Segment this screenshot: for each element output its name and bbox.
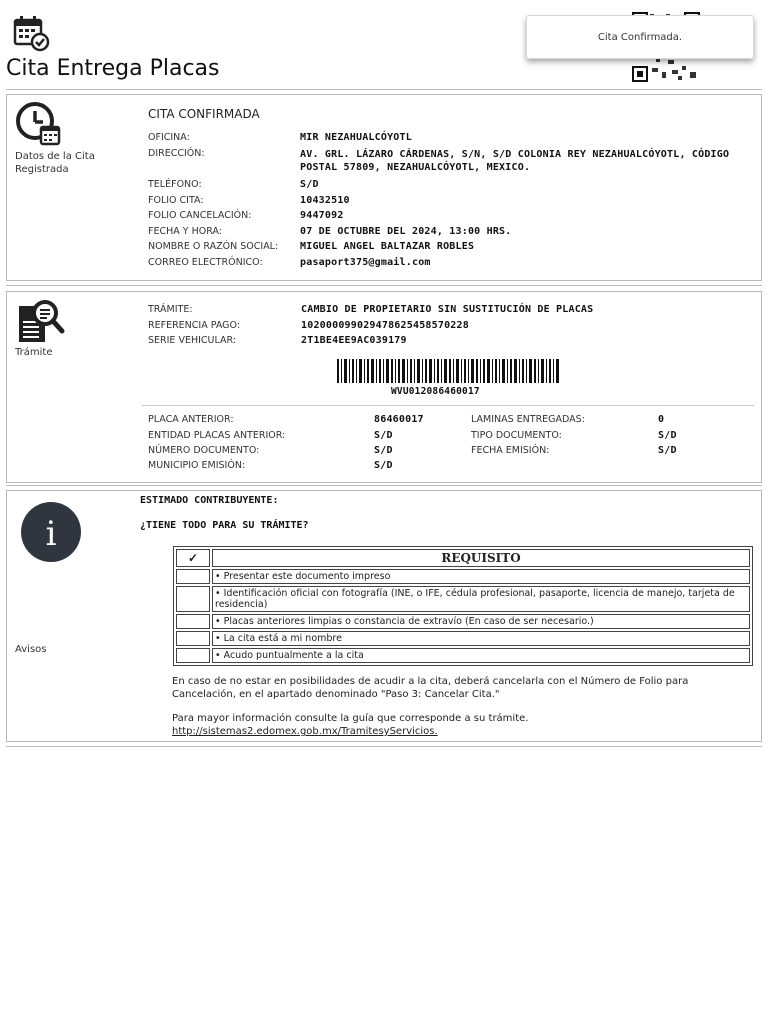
requisito-cell: • Presentar este documento impreso: [212, 569, 750, 584]
field-label: FOLIO CANCELACIÓN:: [148, 210, 252, 221]
municipio-emision-value: S/D: [374, 460, 393, 471]
check-cell: [176, 648, 210, 663]
page-title: Cita Entrega Placas: [6, 56, 220, 81]
cita-heading: CITA CONFIRMADA: [148, 107, 260, 121]
requisito-cell: • Placas anteriores limpias o constancia de extravío (En caso de ser necesario.): [212, 614, 750, 629]
direccion-value: AV. GRL. LÁZARO CÁRDENAS, S/N, S/D COLONIA REY NEZAHUALCÓYOTL, CÓDIGO POSTAL 57809, NEZAHUALCÓYOTL, MEXICO.: [300, 149, 730, 173]
check-cell: [176, 569, 210, 584]
requisito-cell: • Identificación oficial con fotografía (INE, o IFE, cédula profesional, pasaporte, licencia de manejo, tarjeta de residencia): [212, 586, 750, 612]
divider: [6, 485, 762, 486]
table-row: [176, 648, 750, 663]
folio-cancelacion-value: 9447092: [300, 210, 344, 221]
field-label: LAMINAS ENTREGADAS:: [471, 414, 585, 425]
field-label: TELÉFONO:: [148, 179, 202, 190]
requisitos-table: [173, 546, 753, 666]
tipo-documento-value: S/D: [658, 430, 677, 441]
avisos-greeting: ESTIMADO CONTRIBUYENTE:: [140, 495, 279, 506]
table-row: [176, 569, 750, 584]
telefono-value: S/D: [300, 179, 319, 190]
field-label: DIRECCIÓN:: [148, 148, 205, 159]
clock-calendar-icon: [15, 101, 61, 147]
field-label: FECHA EMISIÓN:: [471, 445, 550, 456]
field-label: REFERENCIA PAGO:: [148, 320, 241, 331]
placa-anterior-value: 86460017: [374, 414, 424, 425]
document-search-icon: [15, 296, 65, 344]
field-label: ENTIDAD PLACAS ANTERIOR:: [148, 430, 286, 441]
requisito-cell: • Acudo puntualmente a la cita: [212, 648, 750, 663]
field-label: FECHA Y HORA:: [148, 226, 222, 237]
fecha-hora-value: 07 DE OCTUBRE DEL 2024, 13:00 HRS.: [300, 226, 512, 237]
check-cell: [176, 586, 210, 612]
divider: [6, 285, 762, 286]
requisito-header: REQUISITO: [212, 549, 750, 567]
nombre-value: MIGUEL ANGEL BALTAZAR ROBLES: [300, 241, 475, 252]
field-label: OFICINA:: [148, 132, 190, 143]
tramite-value: CAMBIO DE PROPIETARIO SIN SUSTITUCIÓN DE PLACAS: [301, 304, 594, 315]
correo-value: pasaport375@gmail.com: [300, 257, 431, 268]
field-label: CORREO ELECTRÓNICO:: [148, 257, 263, 268]
toast-message: Cita Confirmada.: [597, 31, 683, 43]
toast-notification: [526, 15, 754, 59]
entidad-placas-value: S/D: [374, 430, 393, 441]
numero-documento-value: S/D: [374, 445, 393, 456]
field-label: PLACA ANTERIOR:: [148, 414, 234, 425]
serie-vehicular-value: 2T1BE4EE9AC039179: [301, 335, 407, 346]
oficina-value: MIR NEZAHUALCÓYOTL: [300, 132, 412, 143]
divider: [142, 405, 754, 406]
cita-side-label: Datos de la Cita Registrada: [15, 151, 95, 175]
avisos-question: ¿TIENE TODO PARA SU TRÁMITE?: [140, 520, 309, 531]
tramites-link[interactable]: http://sistemas2.edomex.gob.mx/TramitesyServicios.: [172, 726, 438, 737]
divider: [6, 746, 762, 747]
check-cell: [176, 631, 210, 646]
table-row: [176, 586, 750, 612]
table-row: [176, 631, 750, 646]
requisito-cell: • La cita está a mi nombre: [212, 631, 750, 646]
tramite-panel: [6, 291, 762, 483]
folio-cita-value: 10432510: [300, 195, 350, 206]
field-label: SERIE VEHICULAR:: [148, 335, 237, 346]
calendar-check-icon: [12, 14, 50, 52]
field-label: NOMBRE O RAZÓN SOCIAL:: [148, 241, 279, 252]
table-row: [176, 614, 750, 629]
field-label: TIPO DOCUMENTO:: [471, 430, 562, 441]
info-note: Para mayor información consulte la guía que corresponde a su trámite.: [172, 713, 529, 724]
check-cell: [176, 614, 210, 629]
table-header-row: [176, 549, 750, 567]
field-label: TRÁMITE:: [148, 304, 193, 315]
fecha-emision-value: S/D: [658, 445, 677, 456]
laminas-entregadas-value: 0: [658, 414, 665, 425]
barcode: [337, 359, 559, 383]
referencia-pago-value: 1020000990294786254585702​28: [301, 320, 469, 331]
cita-panel: [6, 94, 762, 281]
divider: [6, 89, 762, 90]
barcode-text: WVU012086460017: [391, 386, 480, 397]
svg-text:i: i: [45, 514, 57, 554]
field-label: FOLIO CITA:: [148, 195, 204, 206]
info-icon: [21, 502, 81, 562]
check-header: ✓: [176, 549, 210, 567]
avisos-side-label: Avisos: [15, 644, 47, 655]
avisos-panel: [6, 490, 762, 742]
field-label: NÚMERO DOCUMENTO:: [148, 445, 260, 456]
tramite-side-label: Trámite: [15, 347, 53, 358]
field-label: MUNICIPIO EMISIÓN:: [148, 460, 246, 471]
cancel-note: En caso de no estar en posibilidades de acudir a la cita, deberá cancelarla con el Número de Folio para Cancelación, en el apartado denominado "Paso 3: Cancelar Cita.": [172, 676, 689, 700]
